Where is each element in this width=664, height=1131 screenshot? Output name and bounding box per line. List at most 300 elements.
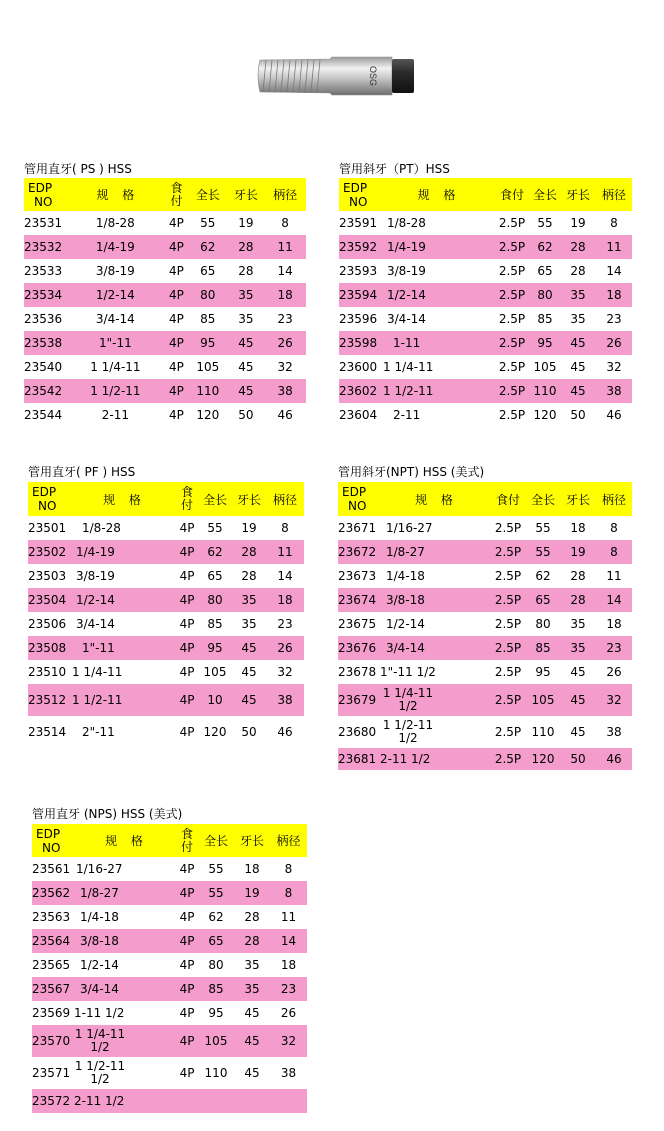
cell-chamfer: 2.5P xyxy=(490,588,526,612)
cell-spec: 1/2-14 xyxy=(80,958,119,972)
table-row xyxy=(338,540,632,564)
table-row xyxy=(338,516,632,540)
cell-chamfer: 2.5P xyxy=(490,540,526,564)
table-row xyxy=(339,307,632,331)
cell-thread: 50 xyxy=(238,408,254,422)
header-spec: 规 格 xyxy=(378,482,490,516)
cell-thread: 35 xyxy=(238,312,254,326)
cell-length: 105 xyxy=(526,684,560,716)
cell-chamfer: 2.5P xyxy=(494,665,522,679)
cell-chamfer: 2.5P xyxy=(494,569,522,583)
cell-length: 85 xyxy=(526,636,560,660)
cell-shank: 38 xyxy=(606,725,622,739)
table-row xyxy=(338,660,632,684)
cell-length: 95 xyxy=(208,1006,224,1020)
cell-shank: 8 xyxy=(610,521,618,535)
cell-spec: 2-11 1/2 xyxy=(72,1089,176,1113)
cell-length: 55 xyxy=(537,216,553,230)
cell-edp: 23594 xyxy=(339,283,379,307)
cell-shank: 23 xyxy=(606,312,622,326)
cell-spec: 1 1/2-11 1/2 xyxy=(74,1059,126,1086)
cell-length: 95 xyxy=(535,665,551,679)
cell-spec: 1/8-28 xyxy=(95,216,135,230)
cell-shank: 11 xyxy=(606,569,622,583)
header-chamfer: 食 付 xyxy=(165,178,188,211)
table-row xyxy=(32,881,307,905)
cell-spec: 2-11 xyxy=(101,408,129,422)
cell-shank: 38 xyxy=(264,379,306,403)
cell-length: 110 xyxy=(188,379,228,403)
cell-thread: 50 xyxy=(570,408,586,422)
cell-chamfer: 4P xyxy=(179,862,195,876)
table-title: 管用直牙( PS ) HSS xyxy=(24,162,132,176)
header-chamfer: 食 付 xyxy=(176,824,198,857)
header-spec: 规 格 xyxy=(379,178,494,211)
cell-spec: 1/2-14 xyxy=(66,283,165,307)
cell-spec: 3/4-14 xyxy=(95,312,135,326)
cell-edp: 23600 xyxy=(339,360,378,374)
table-header-row xyxy=(32,824,307,857)
cell-edp: 23565 xyxy=(32,958,71,972)
cell-spec: 1-11 xyxy=(379,331,494,355)
table-row xyxy=(24,259,306,283)
cell-spec: 1 1/2-11 xyxy=(379,379,494,403)
cell-chamfer: 4P xyxy=(176,636,198,660)
cell-length: 95 xyxy=(198,636,232,660)
cell-thread xyxy=(234,1089,270,1113)
cell-thread: 28 xyxy=(228,235,265,259)
cell-spec: 3/8-18 xyxy=(378,588,490,612)
cell-thread: 45 xyxy=(228,379,265,403)
cell-length: 85 xyxy=(537,312,553,326)
cell-thread: 45 xyxy=(244,1066,260,1080)
cell-length: 65 xyxy=(198,929,234,953)
cell-length: 120 xyxy=(526,748,560,770)
cell-chamfer: 2.5P xyxy=(494,379,530,403)
cell-length: 55 xyxy=(526,540,560,564)
table-title: 管用直牙( PF ) HSS xyxy=(28,465,136,479)
cell-thread: 19 xyxy=(238,216,254,230)
header-edp-no: EDP NO xyxy=(28,482,68,516)
cell-thread: 45 xyxy=(560,331,596,355)
spec-table-pt xyxy=(339,178,632,427)
cell-length: 62 xyxy=(530,235,560,259)
table-row xyxy=(28,684,304,716)
cell-shank xyxy=(270,1089,307,1113)
cell-shank: 8 xyxy=(284,862,293,876)
cell-thread: 45 xyxy=(232,636,266,660)
cell-thread: 45 xyxy=(570,360,586,374)
cell-length: 110 xyxy=(531,725,555,739)
table-row xyxy=(339,259,632,283)
cell-edp: 23502 xyxy=(28,540,68,564)
cell-shank: 38 xyxy=(596,379,632,403)
cell-edp: 23533 xyxy=(24,264,63,278)
cell-spec: 3/4-14 xyxy=(387,312,426,326)
cell-length: 65 xyxy=(207,569,223,583)
cell-spec: 3/4-14 xyxy=(72,977,176,1001)
cell-thread: 19 xyxy=(560,540,596,564)
cell-chamfer: 2.5P xyxy=(498,264,526,278)
cell-spec: 1/2-14 xyxy=(68,588,176,612)
cell-thread: 28 xyxy=(234,929,270,953)
osg-logo: OSG xyxy=(368,65,378,87)
table-row xyxy=(338,612,632,636)
cell-spec: 1"-11 xyxy=(66,331,165,355)
cell-spec: 3/8-19 xyxy=(76,569,115,583)
table-row xyxy=(32,857,307,881)
cell-spec: 1/2-14 xyxy=(386,617,425,631)
cell-shank: 26 xyxy=(264,331,306,355)
cell-edp: 23591 xyxy=(339,216,378,230)
cell-spec: 2-11 1/2 xyxy=(378,748,490,770)
table-row xyxy=(338,716,632,748)
cell-spec: 1 1/4-11 xyxy=(72,665,123,679)
table-title: 管用斜牙(NPT) HSS (美式) xyxy=(338,465,485,479)
cell-edp: 23503 xyxy=(28,569,67,583)
table-row xyxy=(28,564,304,588)
cell-thread: 50 xyxy=(241,725,257,739)
cell-thread: 50 xyxy=(560,748,596,770)
header-thread-length: 牙长 xyxy=(228,178,265,211)
cell-spec: 1/16-27 xyxy=(386,521,433,535)
cell-length: 65 xyxy=(526,588,560,612)
table-row xyxy=(24,331,306,355)
cell-chamfer: 2.5P xyxy=(494,331,530,355)
cell-shank: 46 xyxy=(277,408,293,422)
cell-length: 110 xyxy=(204,1066,228,1080)
cell-length: 55 xyxy=(208,862,224,876)
cell-chamfer: 4P xyxy=(176,881,198,905)
cell-edp: 23680 xyxy=(338,725,377,739)
cell-shank: 32 xyxy=(596,684,632,716)
table-row xyxy=(339,283,632,307)
cell-shank: 8 xyxy=(281,521,289,535)
cell-edp: 23675 xyxy=(338,617,377,631)
cell-edp: 23532 xyxy=(24,235,66,259)
cell-spec: 3/8-19 xyxy=(95,264,135,278)
cell-spec: 1 1/4-11 1/2 xyxy=(382,686,434,713)
table-row xyxy=(338,748,632,770)
cell-spec: 2"-11 xyxy=(82,725,115,739)
table-row xyxy=(339,355,632,379)
cell-edp: 23678 xyxy=(338,665,377,679)
cell-length: 85 xyxy=(198,977,234,1001)
header-edp-no: EDP NO xyxy=(339,178,379,211)
cell-spec: 3/4-14 xyxy=(76,617,115,631)
cell-shank: 18 xyxy=(596,283,632,307)
cell-edp: 23504 xyxy=(28,588,68,612)
cell-chamfer: 2.5P xyxy=(494,521,522,535)
cell-thread: 45 xyxy=(570,725,586,739)
header-shank-diameter: 柄径 xyxy=(266,482,304,516)
cell-thread: 45 xyxy=(560,379,596,403)
table-header-row xyxy=(24,178,306,211)
cell-shank: 32 xyxy=(277,360,293,374)
cell-shank: 46 xyxy=(277,725,293,739)
cell-spec: 1/8-28 xyxy=(387,216,426,230)
table-row xyxy=(339,403,632,427)
cell-thread: 35 xyxy=(570,617,586,631)
cell-shank: 26 xyxy=(606,665,622,679)
table-row xyxy=(28,636,304,660)
header-thread-length: 牙长 xyxy=(560,178,596,211)
cell-chamfer: 4P xyxy=(165,331,188,355)
table-row xyxy=(24,307,306,331)
cell-spec: 1 1/4-11 xyxy=(90,360,141,374)
cell-length xyxy=(198,1089,234,1113)
cell-length: 105 xyxy=(203,665,227,679)
header-chamfer: 食 付 xyxy=(176,482,198,516)
table-row xyxy=(338,564,632,588)
cell-length: 62 xyxy=(208,910,224,924)
cell-length: 62 xyxy=(535,569,551,583)
cell-edp: 23514 xyxy=(28,725,67,739)
cell-chamfer: 2.5P xyxy=(494,725,522,739)
cell-edp: 23676 xyxy=(338,636,378,660)
cell-edp: 23567 xyxy=(32,977,72,1001)
cell-length: 80 xyxy=(198,588,232,612)
cell-thread: 35 xyxy=(244,958,260,972)
table-row xyxy=(338,684,632,716)
cell-chamfer: 4P xyxy=(169,360,184,374)
cell-edp: 23544 xyxy=(24,408,63,422)
cell-shank: 23 xyxy=(277,617,293,631)
cell-shank: 14 xyxy=(596,588,632,612)
header-chamfer: 食付 xyxy=(494,178,530,211)
cell-chamfer: 2.5P xyxy=(498,408,526,422)
cell-thread: 45 xyxy=(244,1006,260,1020)
cell-shank: 38 xyxy=(266,684,304,716)
cell-spec: 1/16-27 xyxy=(76,862,123,876)
cell-spec: 1 1/2-11 xyxy=(66,379,165,403)
table-row xyxy=(32,929,307,953)
cell-shank: 46 xyxy=(606,408,622,422)
cell-length: 80 xyxy=(530,283,560,307)
table-row xyxy=(338,636,632,660)
cell-thread: 28 xyxy=(241,569,257,583)
cell-spec: 1/4-19 xyxy=(66,235,165,259)
cell-chamfer: 4P xyxy=(169,216,184,230)
table-row xyxy=(28,716,304,748)
table-row xyxy=(28,612,304,636)
cell-edp: 23572 xyxy=(32,1089,72,1113)
cell-edp: 23596 xyxy=(339,312,378,326)
cell-thread: 45 xyxy=(560,684,596,716)
table-row xyxy=(339,379,632,403)
cell-chamfer: 4P xyxy=(176,977,198,1001)
spec-table-ps xyxy=(24,178,306,427)
cell-shank: 23 xyxy=(270,977,307,1001)
cell-chamfer: 2.5P xyxy=(498,360,526,374)
table-row xyxy=(32,953,307,977)
cell-spec: 1/8-27 xyxy=(72,881,176,905)
cell-shank: 8 xyxy=(610,216,618,230)
cell-length: 55 xyxy=(200,216,216,230)
header-edp-no: EDP NO xyxy=(338,482,378,516)
cell-shank: 18 xyxy=(264,283,306,307)
cell-shank: 32 xyxy=(277,665,293,679)
cell-chamfer: 4P xyxy=(165,283,188,307)
cell-length: 55 xyxy=(535,521,551,535)
cell-shank: 23 xyxy=(277,312,293,326)
cell-edp: 23681 xyxy=(338,748,378,770)
cell-length: 55 xyxy=(198,881,234,905)
cell-thread: 28 xyxy=(244,910,260,924)
table-header-row xyxy=(338,482,632,516)
table-row xyxy=(24,283,306,307)
cell-shank: 11 xyxy=(280,910,297,924)
header-overall-length: 全长 xyxy=(198,824,234,857)
cell-shank: 32 xyxy=(606,360,622,374)
cell-edp: 23602 xyxy=(339,379,379,403)
cell-shank: 23 xyxy=(596,636,632,660)
cell-length: 80 xyxy=(188,283,228,307)
cell-chamfer: 4P xyxy=(176,929,198,953)
cell-shank: 18 xyxy=(280,958,297,972)
cell-spec: 1"-11 xyxy=(68,636,176,660)
header-spec: 规 格 xyxy=(66,178,165,211)
cell-length: 80 xyxy=(535,617,551,631)
cell-length: 120 xyxy=(533,408,557,422)
cell-spec: 1 1/2-11 1/2 xyxy=(382,718,434,745)
cell-shank: 14 xyxy=(270,929,307,953)
table-row xyxy=(28,516,304,540)
cell-thread: 45 xyxy=(228,331,265,355)
cell-chamfer: 4P xyxy=(176,540,198,564)
cell-thread: 28 xyxy=(570,569,586,583)
table-title: 管用直牙 (NPS) HSS (美式) xyxy=(32,807,183,821)
cell-shank: 14 xyxy=(277,264,293,278)
header-shank-diameter: 柄径 xyxy=(264,178,306,211)
cell-length: 85 xyxy=(200,312,216,326)
cell-thread: 45 xyxy=(232,684,266,716)
cell-length: 120 xyxy=(203,725,227,739)
cell-length: 120 xyxy=(196,408,220,422)
cell-chamfer xyxy=(176,1089,198,1113)
cell-length: 80 xyxy=(208,958,224,972)
cell-chamfer: 4P xyxy=(179,521,195,535)
table-row xyxy=(32,1001,307,1025)
cell-length: 105 xyxy=(198,1025,234,1057)
cell-spec: 1 1/2-11 xyxy=(68,684,176,716)
cell-shank: 11 xyxy=(596,235,632,259)
cell-thread: 45 xyxy=(570,665,586,679)
cell-edp: 23510 xyxy=(28,665,67,679)
cell-edp: 23540 xyxy=(24,360,63,374)
cell-edp: 23673 xyxy=(338,569,377,583)
cell-chamfer: 4P xyxy=(176,684,198,716)
cell-shank: 18 xyxy=(606,617,622,631)
cell-edp: 23534 xyxy=(24,283,66,307)
cell-length: 62 xyxy=(198,540,232,564)
cell-thread: 45 xyxy=(238,360,254,374)
cell-thread: 35 xyxy=(570,312,586,326)
cell-length: 62 xyxy=(188,235,228,259)
cell-spec: 1/2-14 xyxy=(379,283,494,307)
cell-edp: 23598 xyxy=(339,331,379,355)
cell-thread: 35 xyxy=(241,617,257,631)
cell-chamfer: 2.5P xyxy=(494,617,522,631)
cell-thread: 28 xyxy=(232,540,266,564)
cell-chamfer: 4P xyxy=(179,910,195,924)
cell-chamfer: 2.5P xyxy=(498,312,526,326)
cell-spec: 1"-11 1/2 xyxy=(380,665,436,679)
table-row xyxy=(339,211,632,235)
cell-chamfer: 4P xyxy=(165,379,188,403)
cell-thread: 19 xyxy=(234,881,270,905)
cell-edp: 23538 xyxy=(24,331,66,355)
cell-spec: 1/8-28 xyxy=(82,521,121,535)
header-thread-length: 牙长 xyxy=(234,824,270,857)
cell-chamfer: 2.5P xyxy=(494,283,530,307)
cell-thread: 18 xyxy=(570,521,586,535)
table-row xyxy=(32,977,307,1001)
table-row xyxy=(32,905,307,929)
cell-length: 10 xyxy=(198,684,232,716)
cell-edp: 23679 xyxy=(338,684,378,716)
header-spec: 规 格 xyxy=(68,482,176,516)
cell-edp: 23531 xyxy=(24,216,63,230)
cell-shank: 18 xyxy=(266,588,304,612)
cell-edp: 23674 xyxy=(338,588,378,612)
header-overall-length: 全长 xyxy=(530,178,560,211)
cell-chamfer: 4P xyxy=(165,235,188,259)
cell-chamfer: 2.5P xyxy=(498,216,526,230)
cell-chamfer: 2.5P xyxy=(494,235,530,259)
cell-shank: 8 xyxy=(596,540,632,564)
cell-chamfer: 2.5P xyxy=(490,636,526,660)
cell-shank: 26 xyxy=(266,636,304,660)
cell-edp: 23536 xyxy=(24,312,63,326)
table-row xyxy=(28,540,304,564)
header-shank-diameter: 柄径 xyxy=(270,824,307,857)
table-title: 管用斜牙（PT）HSS xyxy=(339,162,450,176)
header-edp-no: EDP NO xyxy=(32,824,72,857)
header-thread-length: 牙长 xyxy=(232,482,266,516)
cell-shank: 26 xyxy=(280,1006,297,1020)
table-header-row xyxy=(339,178,632,211)
cell-thread: 45 xyxy=(234,1025,270,1057)
header-edp-no: EDP NO xyxy=(24,178,66,211)
cell-spec: 1/4-19 xyxy=(68,540,176,564)
cell-shank: 26 xyxy=(596,331,632,355)
cell-chamfer: 4P xyxy=(179,958,195,972)
cell-thread: 28 xyxy=(570,264,586,278)
cell-spec: 1/8-27 xyxy=(378,540,490,564)
cell-chamfer: 4P xyxy=(176,1025,198,1057)
cell-edp: 23501 xyxy=(28,521,67,535)
cell-edp: 23561 xyxy=(32,862,71,876)
cell-chamfer: 2.5P xyxy=(490,748,526,770)
table-row xyxy=(24,355,306,379)
cell-shank: 8 xyxy=(281,216,289,230)
cell-edp: 23592 xyxy=(339,235,379,259)
header-overall-length: 全长 xyxy=(188,178,228,211)
cell-thread: 35 xyxy=(560,283,596,307)
cell-edp: 23542 xyxy=(24,379,66,403)
cell-chamfer: 2.5P xyxy=(490,684,526,716)
spec-table-npt xyxy=(338,482,632,770)
cell-spec: 1 1/4-11 1/2 xyxy=(74,1027,126,1054)
table-row xyxy=(339,331,632,355)
cell-length: 85 xyxy=(207,617,223,631)
header-overall-length: 全长 xyxy=(526,482,560,516)
cell-edp: 23512 xyxy=(28,684,68,716)
table-row xyxy=(32,1089,307,1113)
cell-edp: 23593 xyxy=(339,264,378,278)
table-row xyxy=(24,235,306,259)
